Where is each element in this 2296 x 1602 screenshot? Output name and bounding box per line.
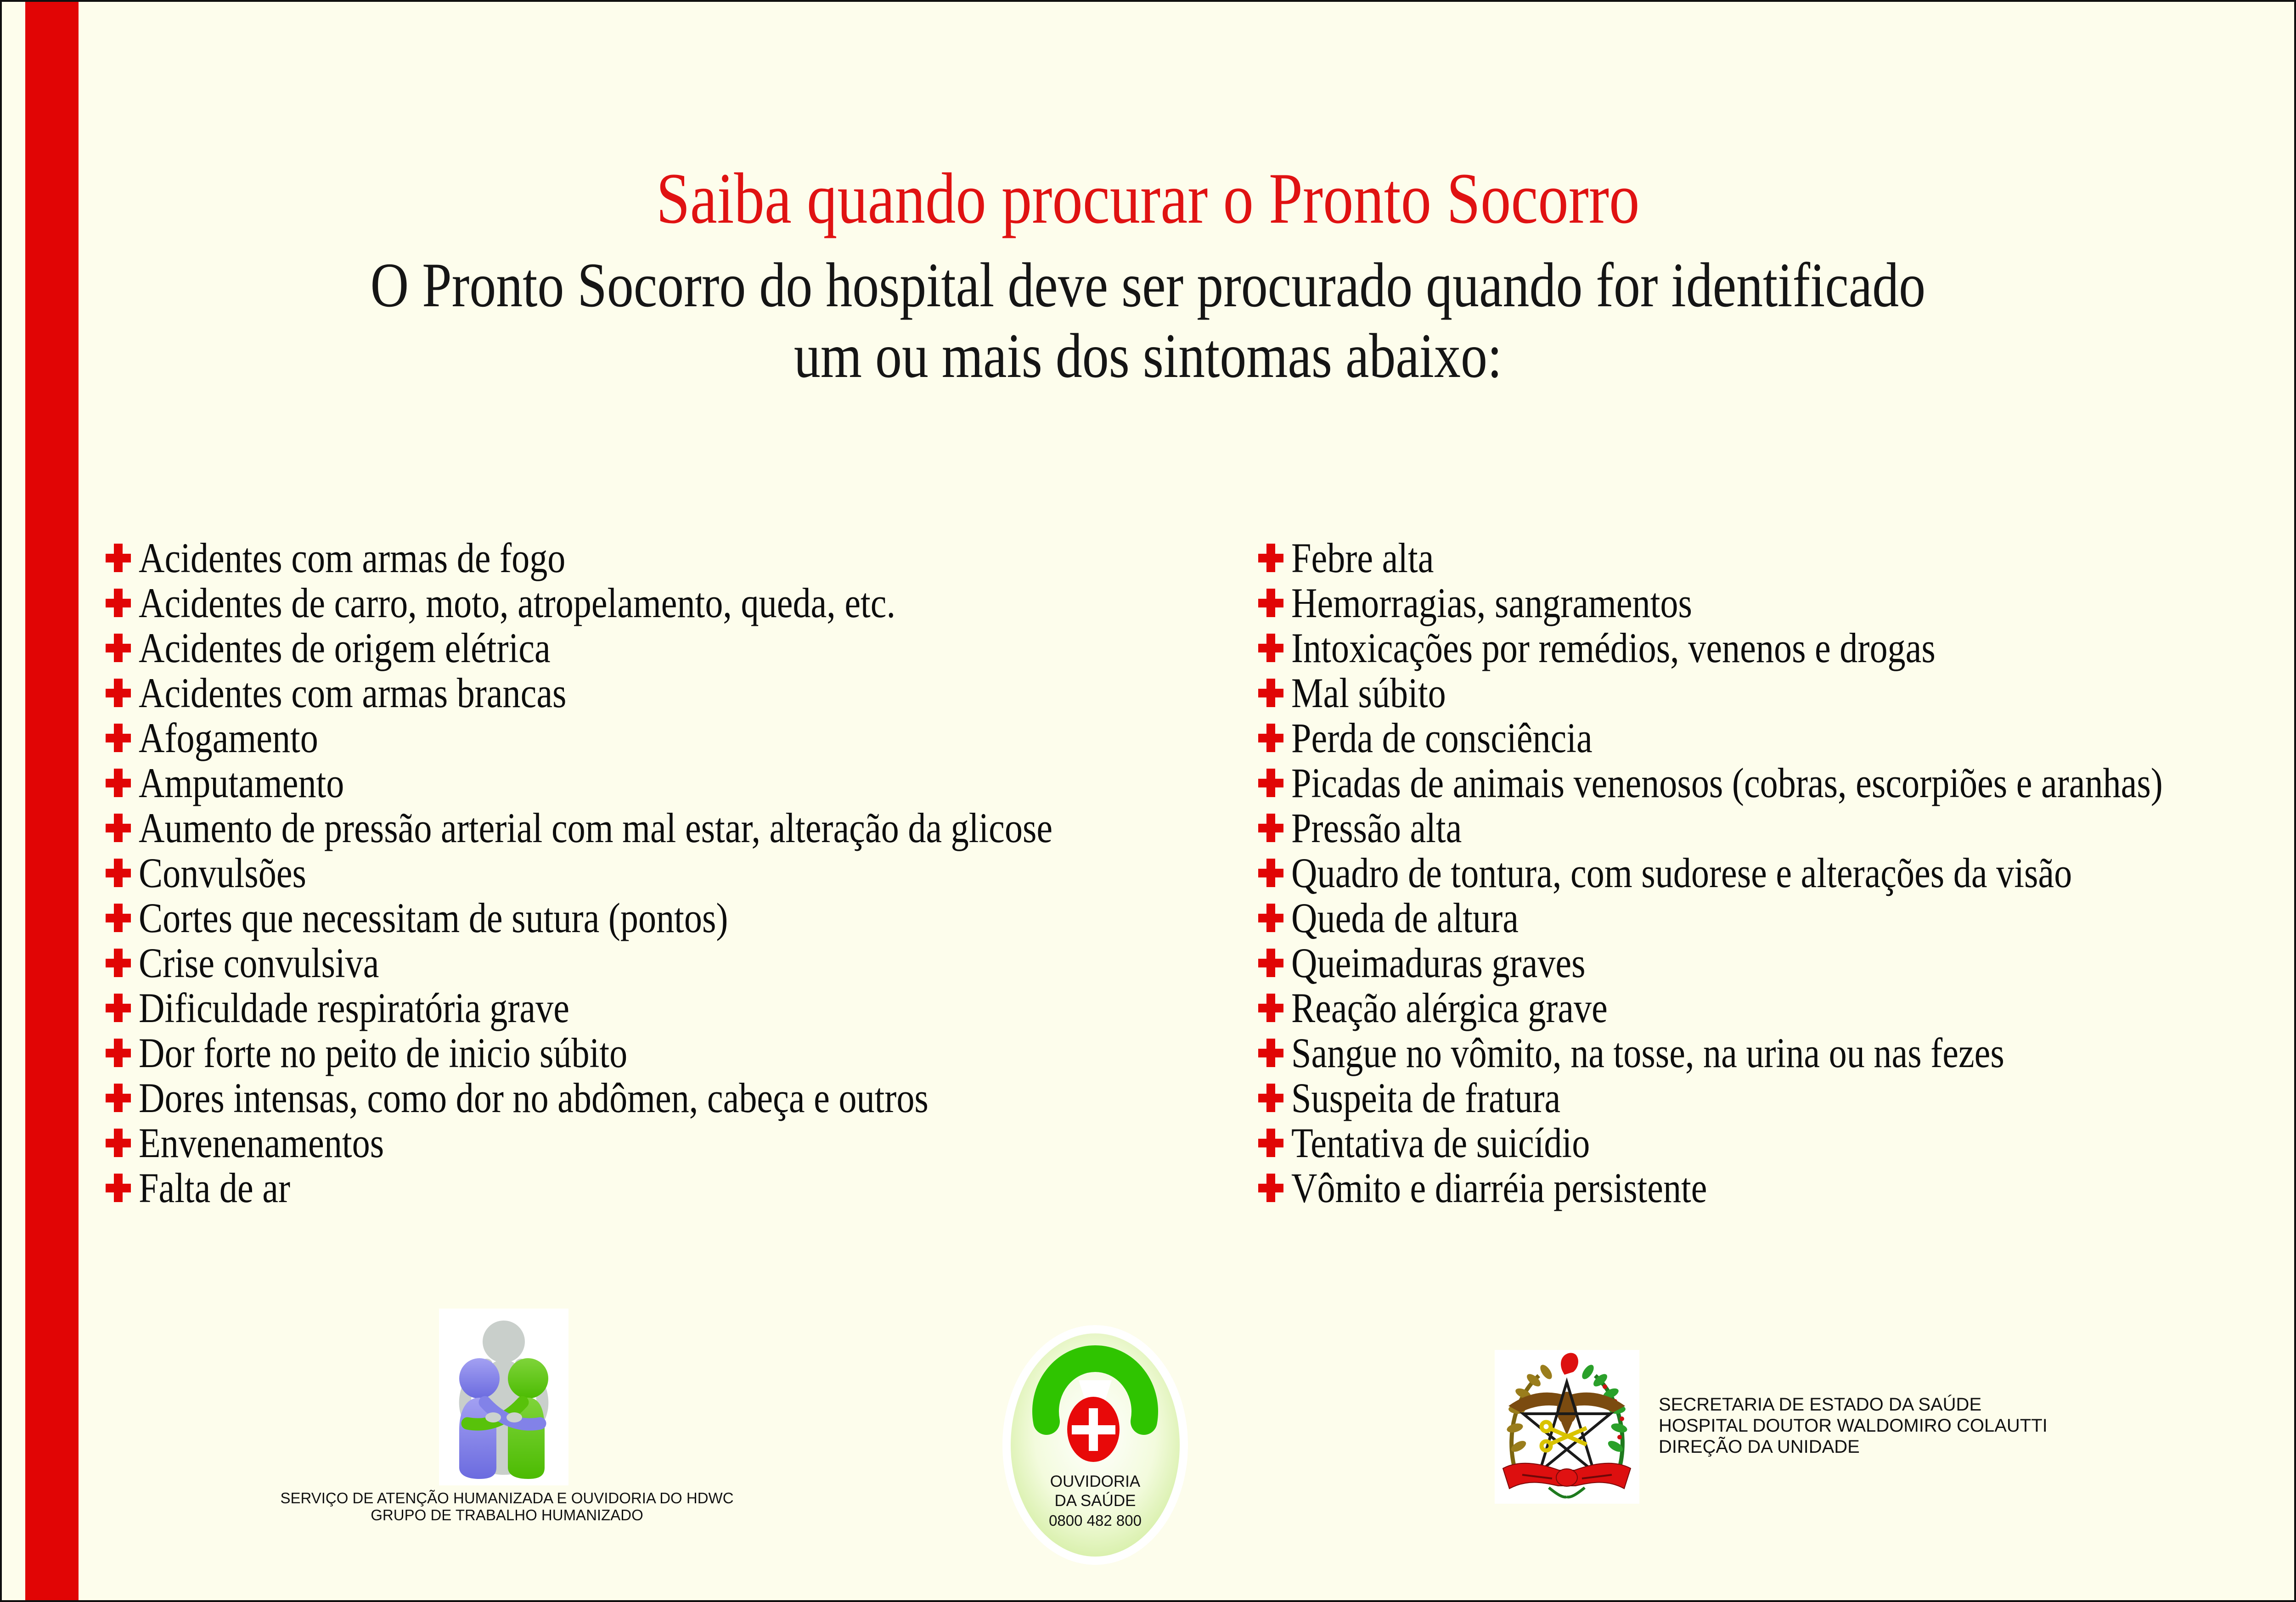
symptom-item: [106, 1120, 1214, 1165]
symptom-text: Acidentes com armas brancas: [139, 669, 567, 716]
symptom-item: [106, 1165, 1214, 1210]
symptom-text: Aumento de pressão arterial com mal estar, alteração da glicose: [139, 804, 1053, 851]
red-cross-bullet-icon: [1258, 1129, 1283, 1157]
symptom-text: Convulsões: [139, 849, 306, 896]
hugging-people-icon: [439, 1309, 568, 1485]
caption-line-2: GRUPO DE TRABALHO HUMANIZADO: [371, 1506, 643, 1523]
red-cross-bullet-icon: [106, 544, 131, 572]
symptom-item: [1258, 580, 2296, 625]
state-secretary-logo: [1495, 1350, 1639, 1504]
red-cross-bullet-icon: [1258, 1084, 1283, 1112]
page-subtitle: [2, 250, 2294, 391]
symptom-item: [106, 1075, 1214, 1120]
red-cross-bullet-icon: [106, 1129, 131, 1157]
humanized-service-caption: [186, 1490, 828, 1523]
symptom-item: [1258, 1075, 2296, 1120]
symptom-text: Amputamento: [139, 759, 344, 806]
symptom-item: [106, 985, 1214, 1030]
health-ombudsman-logo: [1002, 1325, 1188, 1565]
symptom-list-left: [106, 535, 1214, 1210]
red-cross-bullet-icon: [106, 904, 131, 932]
symptom-text: Tentativa de suicídio: [1291, 1119, 1590, 1166]
symptom-item: [1258, 895, 2296, 940]
symptom-text: Suspeita de fratura: [1291, 1074, 1561, 1121]
symptom-text: Dores intensas, como dor no abdômen, cabeça e outros: [139, 1074, 929, 1121]
red-cross-bullet-icon: [106, 1084, 131, 1112]
red-cross-bullet-icon: [1258, 634, 1283, 662]
red-accent-bar: [25, 2, 79, 1600]
symptom-list-right: [1258, 535, 2296, 1210]
symptom-item: [106, 760, 1214, 805]
symptom-item: [106, 940, 1214, 985]
symptom-item: [1258, 1165, 2296, 1210]
symptom-item: [1258, 985, 2296, 1030]
symptom-item: [1258, 1030, 2296, 1075]
symptom-text: Queimaduras graves: [1291, 939, 1586, 986]
symptom-text: Acidentes de carro, moto, atropelamento, queda, etc.: [139, 579, 896, 626]
red-cross-bullet-icon: [106, 769, 131, 797]
santa-catarina-coat-of-arms-icon: [1495, 1350, 1639, 1504]
symptom-item: [1258, 670, 2296, 715]
red-cross-bullet-icon: [1258, 1039, 1283, 1067]
ombudsman-line-2: DA SAÚDE: [1054, 1492, 1136, 1510]
page-title-text: Saiba quando procurar o Pronto Socorro: [656, 158, 1640, 239]
symptom-text: Mal súbito: [1291, 669, 1446, 716]
symptom-item: [106, 715, 1214, 760]
red-cross-bullet-icon: [1258, 1174, 1283, 1202]
symptom-text: Dor forte no peito de inicio súbito: [139, 1029, 628, 1076]
symptom-text: Falta de ar: [139, 1164, 291, 1211]
phone-with-cross-icon: [1002, 1325, 1188, 1565]
symptom-item: [1258, 805, 2296, 850]
symptom-text: Febre alta: [1291, 534, 1434, 581]
red-cross-bullet-icon: [1258, 544, 1283, 572]
ombudsman-phone: 0800 482 800: [1049, 1512, 1142, 1529]
symptom-item: [106, 805, 1214, 850]
symptom-item: [106, 625, 1214, 670]
red-cross-bullet-icon: [1258, 814, 1283, 842]
secretary-line-2: HOSPITAL DOUTOR WALDOMIRO COLAUTTI: [1659, 1416, 2048, 1436]
symptom-item: [106, 535, 1214, 580]
symptom-text: Acidentes de origem elétrica: [139, 624, 551, 671]
red-cross-bullet-icon: [1258, 724, 1283, 752]
symptom-text: Queda de altura: [1291, 894, 1519, 941]
symptom-item: [106, 580, 1214, 625]
caption-line-1: SERVIÇO DE ATENÇÃO HUMANIZADA E OUVIDORIA DO HDWC: [280, 1490, 734, 1506]
red-cross-bullet-icon: [106, 994, 131, 1022]
red-cross-bullet-icon: [1258, 994, 1283, 1022]
symptom-item: [1258, 850, 2296, 895]
secretary-line-1: SECRETARIA DE ESTADO DA SAÚDE: [1659, 1394, 1982, 1415]
state-secretary-text: [1659, 1394, 2048, 1457]
red-cross-bullet-icon: [106, 859, 131, 887]
symptom-item: [1258, 715, 2296, 760]
red-cross-bullet-icon: [1258, 769, 1283, 797]
symptom-text: Cortes que necessitam de sutura (pontos): [139, 894, 728, 941]
symptom-text: Crise convulsiva: [139, 939, 379, 986]
symptom-text: Acidentes com armas de fogo: [139, 534, 566, 581]
symptom-text: Dificuldade respiratória grave: [139, 984, 569, 1031]
symptom-item: [1258, 1120, 2296, 1165]
symptom-item: [1258, 535, 2296, 580]
red-cross-bullet-icon: [106, 814, 131, 842]
red-cross-bullet-icon: [1258, 859, 1283, 887]
symptom-text: Sangue no vômito, na tosse, na urina ou nas fezes: [1291, 1029, 2004, 1076]
red-cross-bullet-icon: [106, 679, 131, 707]
page-title: [2, 158, 2294, 239]
symptom-item: [1258, 625, 2296, 670]
symptom-item: [106, 670, 1214, 715]
symptom-text: Hemorragias, sangramentos: [1291, 579, 1692, 626]
symptom-text: Pressão alta: [1291, 804, 1462, 851]
subtitle-line-2: um ou mais dos sintomas abaixo:: [793, 320, 1503, 391]
red-cross-bullet-icon: [106, 634, 131, 662]
red-cross-bullet-icon: [106, 1174, 131, 1202]
symptom-item: [106, 895, 1214, 940]
red-cross-bullet-icon: [1258, 949, 1283, 977]
ombudsman-line-1: OUVIDORIA: [1050, 1473, 1141, 1490]
symptom-item: [1258, 940, 2296, 985]
red-cross-bullet-icon: [106, 949, 131, 977]
symptom-text: Reação alérgica grave: [1291, 984, 1608, 1031]
symptom-text: Picadas de animais venenosos (cobras, escorpiões e aranhas): [1291, 759, 2163, 806]
red-cross-bullet-icon: [1258, 589, 1283, 617]
symptom-text: Vômito e diarréia persistente: [1291, 1164, 1707, 1211]
red-cross-bullet-icon: [1258, 679, 1283, 707]
symptom-text: Perda de consciência: [1291, 714, 1593, 761]
humanized-service-logo: [439, 1309, 568, 1485]
symptom-item: [106, 1030, 1214, 1075]
red-cross-bullet-icon: [106, 589, 131, 617]
secretary-line-3: DIREÇÃO DA UNIDADE: [1659, 1437, 1860, 1457]
red-cross-bullet-icon: [1258, 904, 1283, 932]
symptom-item: [1258, 760, 2296, 805]
symptom-text: Envenenamentos: [139, 1119, 384, 1166]
red-cross-bullet-icon: [106, 1039, 131, 1067]
red-cross-bullet-icon: [106, 724, 131, 752]
symptom-text: Quadro de tontura, com sudorese e alterações da visão: [1291, 849, 2072, 896]
symptom-item: [106, 850, 1214, 895]
symptom-text: Afogamento: [139, 714, 318, 761]
subtitle-line-1: O Pronto Socorro do hospital deve ser procurado quando for identificado: [370, 250, 1926, 320]
symptom-text: Intoxicações por remédios, venenos e drogas: [1291, 624, 1936, 671]
